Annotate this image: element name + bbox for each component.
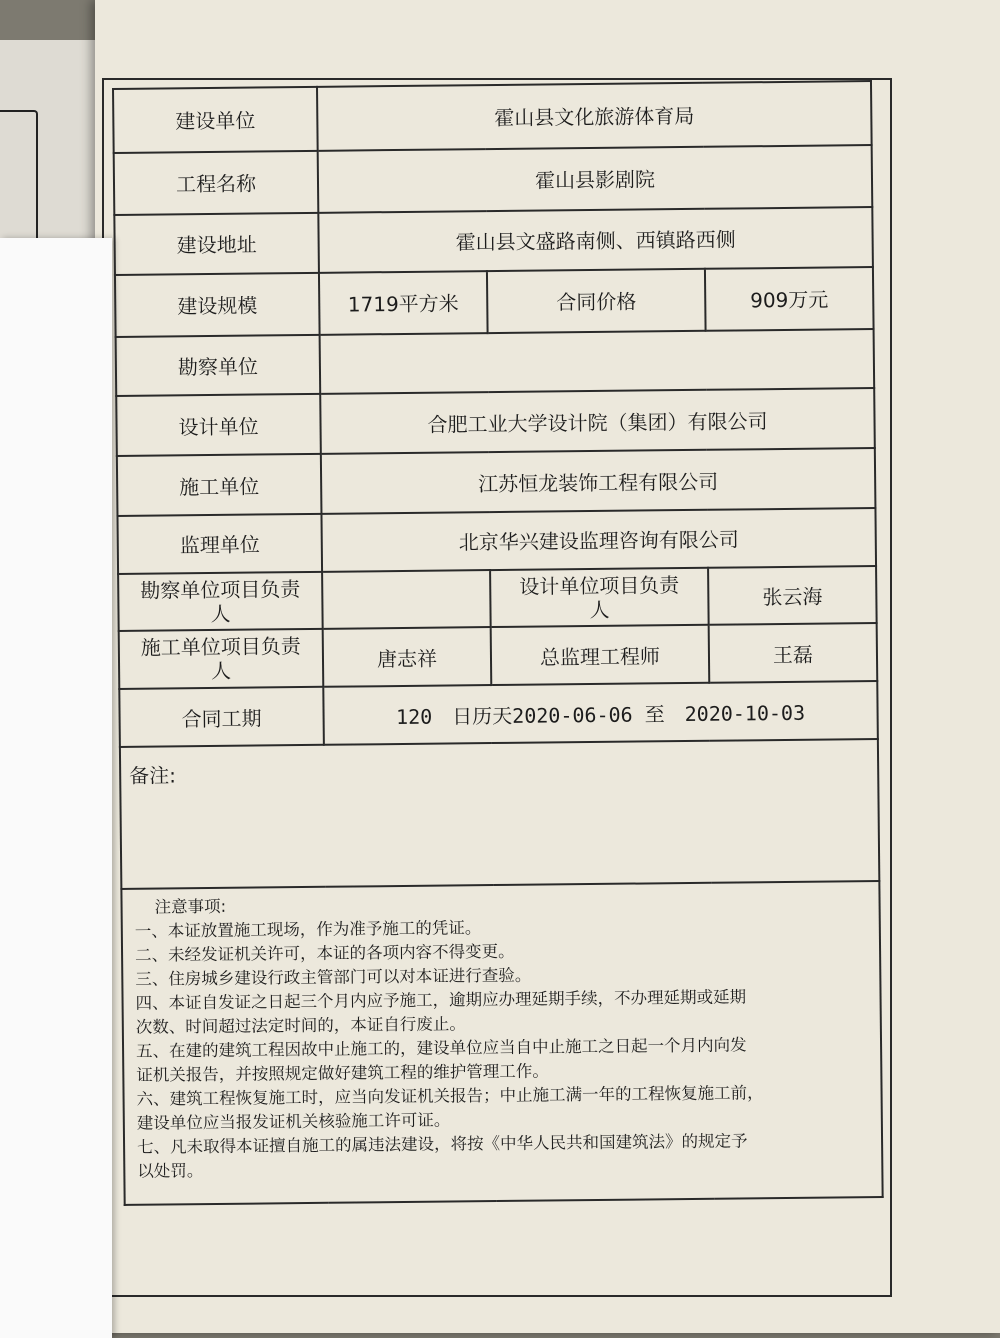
note-line: 五、在建的建筑工程因故中止施工的，建设单位应当自中止施工之日起一个月内向发	[135, 1035, 747, 1062]
survey-unit-value	[320, 329, 875, 395]
contract-period-label: 合同工期	[119, 687, 324, 747]
remarks-label: 备注:	[129, 763, 177, 788]
contract-price-label: 合同价格	[487, 268, 706, 332]
project-name-label: 工程名称	[114, 151, 319, 215]
note-line: 次数、时间超过法定时间的，本证自行废止。	[135, 1014, 466, 1038]
supervision-unit-label: 监理单位	[117, 514, 322, 574]
note-line: 七、凡未取得本证擅自施工的属违法建设，将按《中华人民共和国建筑法》的规定予	[136, 1131, 748, 1158]
notes-title: 注意事项:	[154, 897, 227, 917]
row-remarks	[120, 739, 879, 889]
row-survey-unit	[116, 329, 875, 397]
note-line: 一、本证放置施工现场，作为准予施工的凭证。	[134, 918, 482, 942]
project-name-value: 霍山县影剧院	[318, 145, 873, 213]
survey-lead-value	[322, 570, 491, 630]
notes-cell	[121, 881, 882, 1205]
note-line: 以处罚。	[137, 1161, 204, 1182]
design-unit-label: 设计单位	[116, 394, 321, 456]
construction-unit-value: 霍山县文化旅游体育局	[317, 81, 872, 151]
remarks-cell	[120, 739, 879, 889]
contract-price-value: 909万元	[705, 267, 874, 331]
contract-period-value: 120 日历天2020-06-06 至 2020-10-03	[323, 681, 878, 745]
survey-lead-label-line2: 人	[210, 601, 231, 626]
row-supervision-unit	[117, 508, 876, 574]
row-construction-unit	[113, 81, 872, 153]
survey-lead-label-line1: 勘察单位项目负责	[140, 576, 301, 603]
note-line: 二、未经发证机关许可，本证的各项内容不得变更。	[134, 942, 515, 966]
row-notes	[121, 881, 882, 1205]
note-line: 四、本证自发证之日起三个月内应予施工，逾期应办理延期手续，不办理延期或延期	[135, 987, 747, 1014]
survey-lead-label	[118, 572, 323, 632]
design-lead-label-line1: 设计单位项目负责	[519, 572, 680, 599]
design-lead-label-line2: 人	[589, 597, 610, 622]
survey-unit-label: 勘察单位	[116, 334, 321, 396]
note-line: 六、建筑工程恢复施工时，应当向发证机关报告；中止施工满一年的工程恢复施工前，	[136, 1083, 764, 1110]
row-project-name	[114, 145, 873, 215]
row-design-unit	[116, 388, 875, 456]
chief-supervisor-label: 总监理工程师	[491, 625, 710, 685]
scale-label: 建设规模	[115, 272, 320, 336]
permit-table	[112, 80, 884, 1206]
site-address-label: 建设地址	[114, 213, 319, 275]
overlapping-white-sheet	[0, 238, 112, 1338]
build-unit-label: 施工单位	[117, 454, 322, 516]
row-scale	[115, 267, 874, 337]
scale-value: 1719平方米	[319, 271, 488, 335]
row-site-address	[114, 207, 873, 275]
build-lead-label-line1: 施工单位项目负责	[140, 634, 301, 661]
note-line: 三、住房城乡建设行政主管部门可以对本证进行查验。	[135, 965, 532, 990]
note-line: 建设单位应当报发证机关核验施工许可证。	[136, 1110, 451, 1134]
build-lead-label	[119, 629, 324, 689]
chief-supervisor-value: 王磊	[709, 623, 878, 683]
construction-unit-label: 建设单位	[113, 87, 318, 153]
supervision-unit-value: 北京华兴建设监理咨询有限公司	[321, 508, 876, 572]
row-contract-period	[119, 681, 878, 747]
build-lead-label-line2: 人	[210, 659, 232, 684]
site-address-value: 霍山县文盛路南侧、西镇路西侧	[318, 207, 873, 273]
row-survey-design-leads	[118, 566, 877, 632]
note-line: 证机关报告，并按照规定做好建筑工程的维护管理工作。	[136, 1061, 549, 1086]
row-build-lead	[119, 623, 878, 689]
build-lead-value: 唐志祥	[323, 628, 492, 688]
design-lead-value: 张云海	[708, 566, 877, 626]
build-unit-value: 江苏恒龙装饰工程有限公司	[321, 448, 876, 514]
design-lead-label	[490, 567, 709, 627]
row-build-unit	[117, 448, 876, 516]
design-unit-value: 合肥工业大学设计院（集团）有限公司	[320, 388, 875, 454]
